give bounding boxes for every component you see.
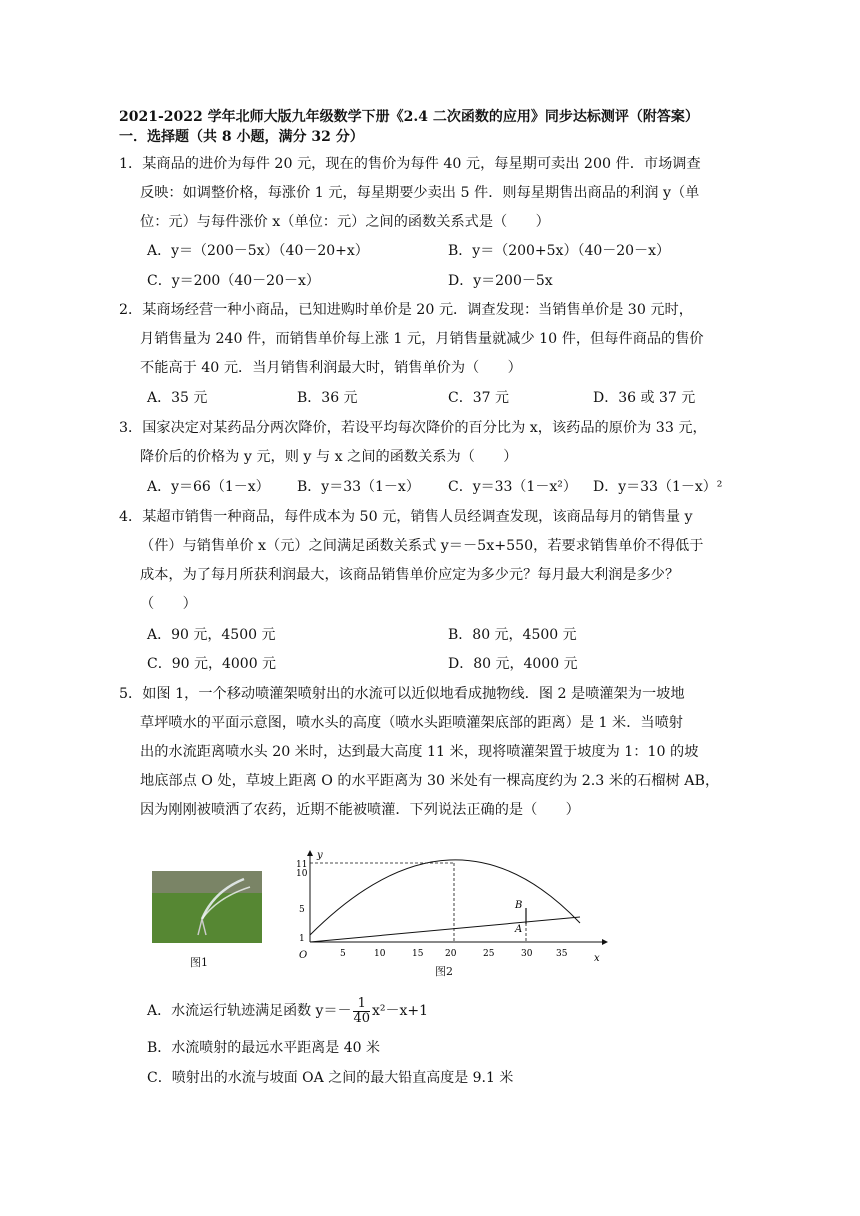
y-tick-5: 5 [299, 905, 305, 915]
q2-option-d: D．36 或 37 元 [593, 390, 696, 406]
q5-option-a-prefix: A．水流运行轨迹满足函数 y＝－ [147, 1003, 352, 1019]
q4-option-c: C．90 元，4000 元 [147, 656, 277, 672]
q5-line-4: 地底部点 O 处，草坡上距离 O 的水平距离为 30 米处有一棵高度约为 2.3 米的石榴树 AB， [140, 773, 720, 789]
q5-line-2: 草坪喷水的平面示意图，喷水头的高度（喷水头距喷灌架底部的距离）是 1 米．当喷射 [140, 715, 683, 731]
q2-option-c: C．37 元 [448, 390, 509, 406]
q3-option-c: C．y＝33（1－x²） [448, 479, 577, 495]
y-tick-1: 1 [299, 934, 305, 944]
q4-line-1: 4．某超市销售一种商品，每件成本为 50 元，销售人员经调查发现，该商品每月的销售量 y [119, 509, 693, 525]
q5-line-1: 5．如图 1，一个移动喷灌架喷射出的水流可以近似地看成抛物线．图 2 是喷灌架为一坡地 [119, 686, 685, 702]
q3-option-b: B．y＝33（1－x） [297, 479, 420, 495]
y-tick-11: 11 [296, 860, 308, 870]
q2-line-2: 月销售量为 240 件，而销售单价每上涨 1 元，月销售量就减少 10 件，但每件商品的售价 [140, 331, 704, 347]
q5-option-a-suffix: x²－x+1 [372, 1003, 429, 1019]
fraction-denominator: 40 [353, 1010, 371, 1026]
x-tick-25: 25 [483, 949, 495, 959]
q3-line-2: 降价后的价格为 y 元，则 y 与 x 之间的函数关系为（ ） [140, 449, 518, 465]
q5-option-c: C．喷射出的水流与坡面 OA 之间的最大铅直高度是 9.1 米 [147, 1070, 514, 1086]
q1-option-a: A．y＝（200－5x）（40－20+x） [147, 243, 369, 259]
q2-option-b: B．36 元 [297, 390, 358, 406]
x-axis-label: x [594, 953, 600, 964]
q2-option-a: A．35 元 [147, 390, 208, 406]
q2-line-3: 不能高于 40 元．当月销售利润最大时，销售单价为（ ） [140, 360, 522, 376]
q1-line-2: 反映：如调整价格，每涨价 1 元，每星期要少卖出 5 件．则每星期售出商品的利润 y（单 [140, 185, 700, 201]
point-b-label: B [515, 900, 523, 911]
q3-line-1: 3．国家决定对某药品分两次降价，若设平均每次降价的百分比为 x，该药品的原价为 33 元， [119, 420, 707, 436]
fraction [353, 997, 370, 1026]
x-tick-10: 10 [374, 949, 386, 959]
q1-option-b: B．y＝（200+5x）（40－20－x） [448, 243, 670, 259]
q4-option-d: D．80 元，4000 元 [448, 656, 578, 672]
figure-2-graph [290, 846, 620, 968]
q4-line-2: （件）与销售单价 x（元）之间满足函数关系式 y＝－5x+550，若要求销售单价不得低于 [140, 538, 704, 554]
x-tick-5: 5 [340, 949, 346, 959]
x-tick-15: 15 [412, 949, 424, 959]
x-tick-20: 20 [445, 949, 457, 959]
q4-option-a: A．90 元，4500 元 [147, 627, 276, 643]
q1-line-1: 1．某商品的进价为每件 20 元，现在的售价为每件 40 元，每星期可卖出 200 件．市场调查 [119, 156, 701, 172]
q5-line-3: 出的水流距离喷水头 20 米时，达到最大高度 11 米，现将喷灌架置于坡度为 1：10 的坡 [140, 744, 699, 760]
q1-option-d: D．y＝200－5x [448, 273, 553, 289]
q1-line-3: 位：元）与每件涨价 x（单位：元）之间的函数关系式是（ ） [140, 214, 550, 230]
slope-line [310, 917, 580, 942]
document-title: 2021-2022 学年北师大版九年级数学下册《2.4 二次函数的应用》同步达标测评（附答案） [119, 109, 699, 125]
q4-line-3: 成本，为了每月所获利润最大，该商品销售单价应定为多少元？每月最大利润是多少？ [140, 567, 680, 583]
q3-option-d: D．y＝33（1－x）² [593, 479, 723, 495]
origin-label: O [299, 950, 308, 961]
q4-option-b: B．80 元，4500 元 [448, 627, 577, 643]
sprinkler-photo [152, 871, 262, 943]
y-axis-label: y [317, 850, 323, 861]
q4-line-4: （ ） [140, 596, 197, 612]
section-heading: 一．选择题（共 8 小题，满分 32 分） [119, 129, 364, 145]
fraction-numerator: 1 [353, 997, 370, 1012]
q5-option-b: B．水流喷射的最远水平距离是 40 米 [147, 1040, 381, 1056]
x-tick-35: 35 [556, 949, 568, 959]
x-axis-arrow-icon [602, 939, 608, 945]
q3-option-a: A．y＝66（1－x） [147, 479, 270, 495]
water-trajectory [310, 860, 580, 935]
q1-option-c: C．y＝200（40－20－x） [147, 273, 320, 289]
figure-2-caption: 图2 [435, 965, 453, 978]
q2-line-1: 2．某商场经营一种小商品，已知进购时单价是 20 元．调查发现：当销售单价是 30 元时， [119, 302, 693, 318]
q5-line-5: 因为刚刚被喷洒了农药，近期不能被喷灌．下列说法正确的是（ ） [140, 802, 580, 818]
figure-1-caption: 图1 [190, 956, 208, 969]
x-tick-30: 30 [521, 949, 533, 959]
q5-option-a [147, 994, 428, 1028]
point-a-label: A [515, 924, 523, 935]
y-axis-arrow-icon [307, 850, 313, 856]
y-tick-10: 10 [296, 869, 308, 879]
